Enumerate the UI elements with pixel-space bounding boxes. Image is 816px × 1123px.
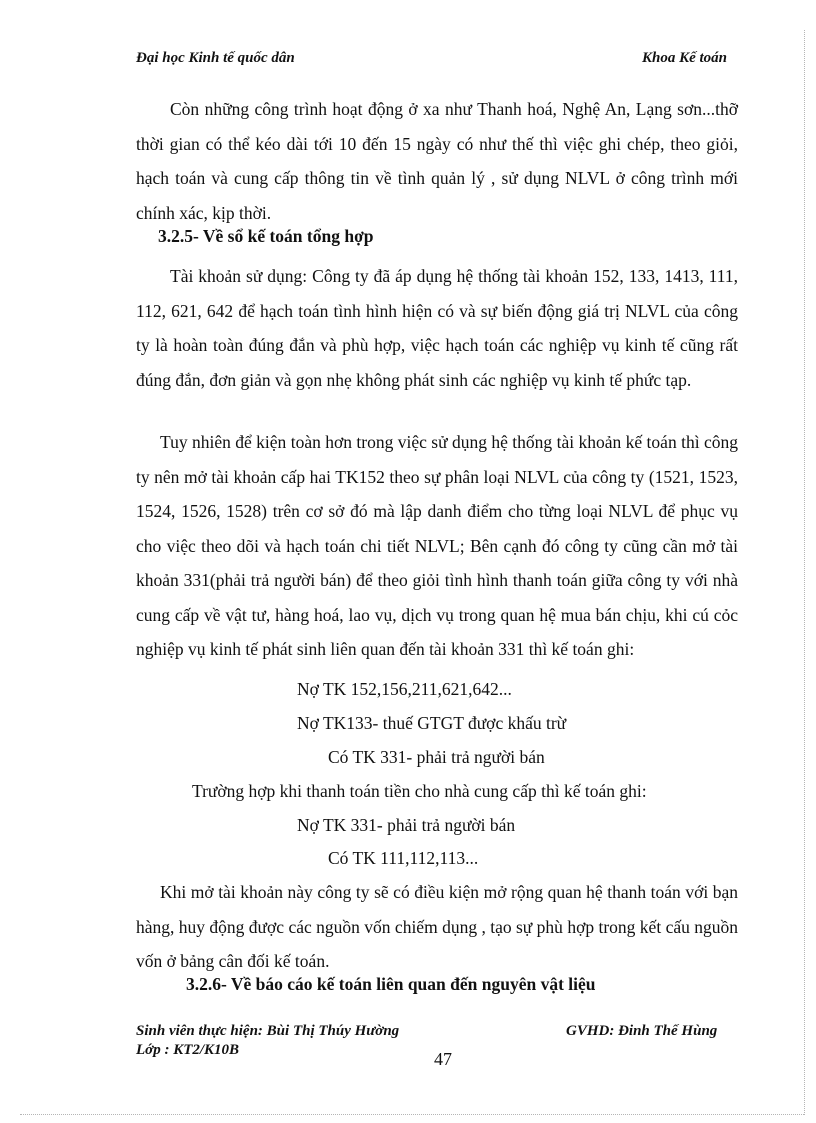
page-border-right [804,30,805,1115]
paragraph-improvement: Tuy nhiên để kiện toàn hơn trong việc sử dụng hệ thống tài khoản kế toán thì công ty nên mở tài khoản cấp hai TK152 theo sự phân loại NLVL của công ty (1521, 1523, 1524, 1526, 1528) trên cơ sở đó mà lập danh điểm cho từng loại NLVL để phục vụ cho việc theo dõi và hạch toán chi tiết NLVL; Bên cạnh đó công ty cũng cần mở tài khoản 331(phải trả người bán) để theo giỏi tình hình thanh toán giữa công ty với nhà cung cấp về vật tư, hàng hoá, lao vụ, dịch vụ trong quan hệ mua bán chịu, khi cú cỏc nghiệp vụ kinh tế phát sinh liên quan đến tài khoản 331 thì kế toán ghi: [136,432,738,659]
heading-3-2-5: 3.2.5- Về sổ kế toán tổng hợp [158,226,374,246]
heading-3-2-6: 3.2.6- Về báo cáo kế toán liên quan đến nguyên vật liệu [186,974,596,994]
footer-advisor: GVHD: Đinh Thế Hùng [566,1023,718,1039]
page-number: 47 [434,1049,452,1069]
footer-class: Lớp : KT2/K10B [136,1042,240,1058]
entry-credit-tk111: Có TK 111,112,113... [328,848,479,868]
page-border-bottom [20,1114,804,1115]
entry-debit-tk133: Nợ TK133- thuế GTGT được khấu trừ [297,713,567,733]
entry-credit-tk331: Có TK 331- phải trả người bán [328,747,545,767]
entry-debit-tk331: Nợ TK 331- phải trả người bán [297,815,516,835]
footer-student: Sinh viên thực hiện: Bùi Thị Thúy Hường [136,1023,400,1039]
entry-payment-case: Trường hợp khi thanh toán tiền cho nhà cung cấp thì kế toán ghi: [192,781,647,801]
paragraph-remote-sites: Còn những công trình hoạt động ở xa như Thanh hoá, Nghệ An, Lạng sơn...thỡ thời gian có thể kéo dài tới 10 đến 15 ngày có như thế thì việc ghi chép, theo giỏi, hạch toán và cung cấp thông tin về tình quản lý , sử dụng NLVL ở công trình mới chính xác, kịp thời. [136,99,738,223]
header-faculty: Khoa Kế toán [641,50,727,66]
header-university: Đại học Kinh tế quốc dân [136,50,295,66]
paragraph-accounts-used: Tài khoản sử dụng: Công ty đã áp dụng hệ thống tài khoản 152, 133, 1413, 111, 112, 621, 642 để hạch toán tình hình hiện có và sự biến động giá trị NLVL của công ty là hoàn toàn đúng đắn và phù hợp, việc hạch toán các nghiệp vụ kinh tế cũng rất đúng đắn, đơn giản và gọn nhẹ không phát sinh các nghiệp vụ kinh tế phức tạp. [136,266,738,390]
paragraph-conclusion: Khi mở tài khoản này công ty sẽ có điều kiện mở rộng quan hệ thanh toán với bạn hàng, huy động được các nguồn vốn chiếm dụng , tạo sự phù hợp trong kết cấu nguồn vốn ở bảng cân đối kế toán. [136,882,738,971]
entry-debit-tk152: Nợ TK 152,156,211,621,642... [297,679,512,699]
